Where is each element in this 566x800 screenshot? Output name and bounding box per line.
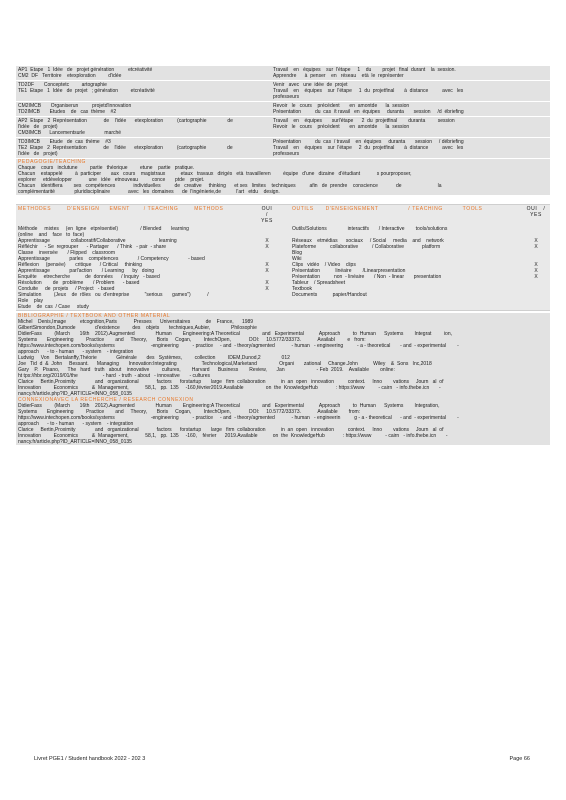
pedagogy-heading: PEDAGOGIE/TEACHING	[18, 159, 87, 165]
pedagogy-text: Chaque cours inclutune partie théorique etune partie pratique. Chacun estappelé à participer aux cours magistraux etaux travaux dirigés età travailleren équipe d'une dizaine d'étudiant s pourproposer, explorer etdévelopper une idée etnouveau conce ptde projet. Chacun identifiera ses compétences individuelles de creative thinking et ses limites techniques afin de prendre conscience de la complémentarité pluridisciplinaire avec les domaines de l'ingénierie,de l'art etdu design.	[18, 165, 442, 195]
methods-table-row	[16, 244, 550, 256]
teaching-method-cell: Conduite de projets / Project - based	[18, 286, 115, 292]
schedule-row	[16, 102, 550, 117]
method-check-cell: X	[265, 238, 269, 244]
bibliography-section	[16, 313, 550, 397]
schedule-session-cell: AP2 Etape 2 Représentation de l'idée etexploration (cartographie de l'idée de projet) CM3IMCB Lancementsurle marché	[16, 117, 271, 138]
tool-check-cell	[522, 292, 550, 310]
teaching-tool-cell: Clips vidéo / Video clips	[292, 262, 356, 268]
bibliography-heading: BIBLIOGRAPHIE / TEXTBOOK AND OTHER MATERIAL	[18, 313, 171, 319]
teaching-tool-cell: Plateforme collaborative / Collaborative platform Blog	[292, 244, 441, 256]
tools-column-header: OUTILS D'ENSEIGNEMENT / TEACHING TOOLS	[292, 206, 483, 212]
methods-yes-header: OUI / YES	[261, 206, 273, 224]
method-check-cell	[256, 292, 278, 310]
methods-table-header	[16, 205, 550, 226]
teaching-tool-cell: Présentation non - linéaire / Non - linear presentation	[292, 274, 442, 280]
teaching-method-cell: Enquête etrecherche de données / Inquiry - based	[18, 274, 160, 280]
schedule-session-cell: TD3IMCB Etude de cas thème #3 TE2 Etape 2 Représentation de l'idée etexploration (cartographie de l'idée de projet)	[16, 138, 271, 159]
tool-check-cell: X	[534, 244, 538, 250]
schedule-session-cell: AP1 Etape 1 Idée de projet génération etcréativité CM2 DF Territoire etexploration d'idée	[16, 66, 271, 81]
research-heading: CONNEXIONAVEC LA RECHERCHE / RESEARCH CONNEXION	[18, 397, 194, 403]
method-check-cell: X	[265, 262, 269, 268]
teaching-method-cell: Apprentissage collaboratif/Collaborative learning	[18, 238, 177, 244]
teaching-tool-cell: Textbook	[292, 286, 313, 292]
methods-tools-table	[16, 204, 550, 311]
methods-table-body	[16, 226, 550, 310]
teaching-method-cell: Résolution de problème / Problem - based	[18, 280, 140, 286]
footer-page-number: Page 66	[509, 756, 530, 762]
spacer-cell	[278, 226, 290, 238]
spacer-cell	[278, 292, 290, 310]
schedule-row	[16, 81, 550, 102]
schedule-activity-cell: Revoir le cours précédent en amontde la session Présentation du cas /t ravail en équipes duranta session /d ébriefing	[271, 102, 550, 117]
method-check-cell	[256, 226, 278, 238]
teaching-method-cell: Réfléchir - Se regrouper - Partager / Think - pair - share Classe inversée / Flipped classroom	[18, 244, 167, 256]
tools-yes-header: OUI / YES	[526, 206, 546, 218]
pedagogy-section	[16, 159, 550, 195]
teaching-tool-cell: Outils/Solutions interactifs / Interactive tools/solutions	[292, 226, 448, 232]
method-check-cell: X	[265, 244, 269, 250]
teaching-tool-cell: Wiki	[292, 256, 302, 262]
teaching-method-cell: Apprentissage parles compétences / Competency - based	[18, 256, 205, 262]
teaching-method-cell: Réflexion (pensée) critique / Critical thinking	[18, 262, 142, 268]
tool-check-cell	[522, 226, 550, 238]
tool-check-cell: X	[534, 262, 538, 268]
bibliography-text: Michel Denis,Image etcognition,Paris Presses Universitaires de France, 1989 GilbertSimondon,Dumode d'existence des objets techniques,Aubier, Philosophie DidierFass (March 16th 2012).Augmented Human Engineering:A Theoretical and Experimental Approach to Human Systems Integrat ion, Systems Engineering Practice and Theory, Boris Cogan, IntechOpen, DOI: 10.5772/33373. Availabl e from: https://www.intechopen.com/books/systems -engineering - practice - and - theory/agmented - human - engineering - a - theoretical - and - experimental - approach - to - human - system - integration Ludwig Von Bertalanffy,Théorie Générale des Systèmes, collection IDEM,Dunod,2 012 Joe Tid d & John Bessant. Managing Innovation:Integrating Technological,Marketand Organi zational Change.John Wiley & Sons Inc,2018 Gary P. Pisano, The hard truth about innovative cultures, Harvard Business Review, Jan - Feb 2019. Available online: ht tps://hbr.org/2019/01/the - hard - truth - about - innovative - cultures Clarice Bertin,Proximity and organizational factors forstartup large firm collaboration in an open innovation context. Inno vations Journ al of Innovation Economics & Management, 58,1, pp. 135 -160,février2019.Available on the KnowledgeHub : https://www - cairn - info.thebe.icn - nancy.fr/article.php?ID_ARTICLE=INNO_058_0135	[18, 319, 459, 397]
methods-table-row	[16, 226, 550, 238]
method-check-cell: X	[265, 280, 269, 286]
tool-check-cell: X	[534, 274, 538, 280]
schedule-activity-cell: Travail en équipes surl'étape 2 du projetfinal duranta session Revoir le cours précédent en amontde la session	[271, 117, 550, 138]
spacer-cell	[278, 244, 290, 256]
tool-check-cell: X	[534, 238, 538, 244]
schedule-session-cell: TD2DF Conceptetc artographie TE1 Etape 1 Idée de projet ; génération etcréativité	[16, 81, 271, 102]
schedule-activity-cell: Présentation du cas / travail en équipes duranta session / débriefing Travail en équipes sur l'étape 2 du projetfinal à distance avec les professeurs	[271, 138, 550, 159]
teaching-method-cell: Méthode mixtes (en ligne etprésentiel) / Blended learning (online and face to face)	[18, 226, 189, 238]
teaching-method-cell: Simulation (Jeux de rôles ou d'entreprise "serious games") / Role play Etude de cas / Case study	[18, 292, 209, 310]
methods-column-header: METHODES D'ENSEIGN EMENT / TEACHING METHODS	[18, 206, 224, 212]
tool-check-cell: X	[534, 268, 538, 274]
teaching-method-cell: Apprentissage parl'action / Learning by doing	[18, 268, 155, 274]
footer-handbook-label: Livret PGE1 / Student handbook 2022 - 202 3	[34, 756, 146, 762]
schedule-table	[16, 66, 550, 159]
methods-table-row	[16, 292, 550, 310]
page-content	[16, 66, 550, 445]
page-footer	[34, 756, 530, 763]
schedule-row	[16, 117, 550, 138]
research-section	[16, 397, 550, 445]
schedule-row	[16, 66, 550, 81]
schedule-session-cell: CM2IMCB Organiserun projetd'innovation TD2IMCB Etudes de cas thème #2	[16, 102, 271, 117]
method-check-cell: X	[265, 268, 269, 274]
schedule-activity-cell: Travail en équipes sur l'étape 1 du projet final durant la session. Apprendre à penser en réseau età le représenter	[271, 66, 550, 81]
teaching-tool-cell: Réseaux etmédias sociaux / Social media and network	[292, 238, 444, 244]
schedule-activity-cell: Venir avec une idée de projet Travail en équipes sur l'étape 1 du projetfinal à distance avec les professeurs	[271, 81, 550, 102]
schedule-row	[16, 138, 550, 159]
teaching-tool-cell: Tableur / Spreadsheet	[292, 280, 346, 286]
teaching-tool-cell: Documents papier/Handout	[292, 292, 367, 298]
method-check-cell: X	[265, 286, 269, 292]
research-text: DidierFass (March 16th 2012).Augmented Human Engineering:A Theoretical and Experimental Approach to Human Systems Integration, Systems Engineering Practice and Theory, Boris Cogan, IntechOpen, DOI: 10.5772/33373. Available from: https://www.intechopen.com/books/systems -engineering - practice - and - theory/agmented - human - engineerin g - a - theoretical - and - experimental - approach - to - human - system - integration Clarice Bertin,Proximity and organizational factors forstartup large firm collaboration in an open innovation context. Inno vations Journ al of Innovation Economics & Management, 58,1, pp. 135 -160, février 2019.Available on the KnowledgeHub : https://www - cairn - info.thebe.icn - nancy.fr/article.php?ID_ARTICLE=INNO_058_0135	[18, 403, 459, 445]
teaching-tool-cell: Présentation linéaire /Linearpresentation	[292, 268, 406, 274]
